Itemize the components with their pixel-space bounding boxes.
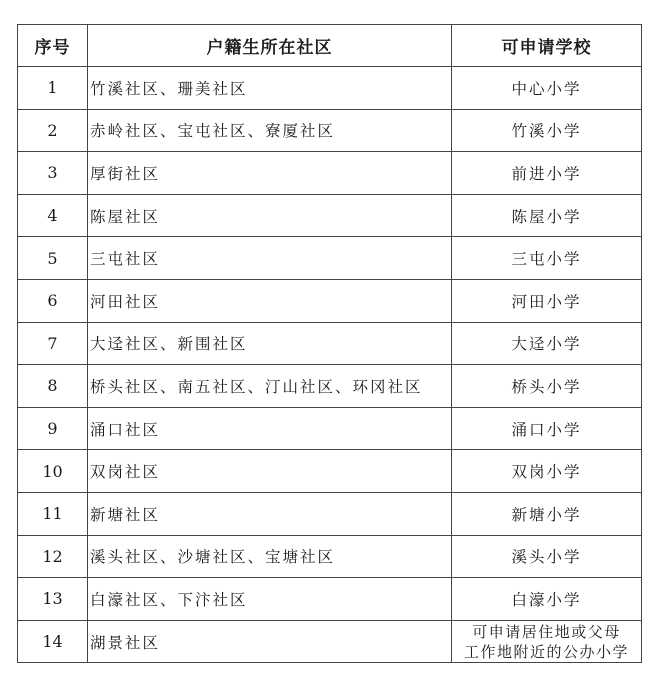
row-school: 桥头小学 [452,365,642,408]
table-row [18,109,642,152]
row-community: 厚街社区 [88,152,452,195]
table-row [18,67,642,110]
table-row [18,322,642,365]
row-index: 13 [18,578,88,621]
row-community: 大迳社区、新围社区 [88,322,452,365]
row-school-line1: 可申请居住地或父母 [472,622,621,641]
table-row [18,365,642,408]
table-row [18,279,642,322]
row-community: 涌口社区 [88,407,452,450]
table-row [18,578,642,621]
row-community: 三屯社区 [88,237,452,280]
row-school: 新塘小学 [452,492,642,535]
row-index: 10 [18,450,88,493]
table-row [18,194,642,237]
row-school: 大迳小学 [452,322,642,365]
header-school: 可申请学校 [452,25,642,67]
row-index: 9 [18,407,88,450]
row-school: 三屯小学 [452,237,642,280]
row-community: 陈屋社区 [88,194,452,237]
row-school: 陈屋小学 [452,194,642,237]
row-community: 河田社区 [88,279,452,322]
row-index: 3 [18,152,88,195]
row-community: 赤岭社区、宝屯社区、寮厦社区 [88,109,452,152]
table-row [18,492,642,535]
table-row [18,152,642,195]
row-community: 湖景社区 [88,620,452,663]
row-school: 前进小学 [452,152,642,195]
row-index: 11 [18,492,88,535]
row-community: 桥头社区、南五社区、汀山社区、环冈社区 [88,365,452,408]
table-row [18,535,642,578]
row-community: 白濠社区、下汴社区 [88,578,452,621]
row-school: 双岗小学 [452,450,642,493]
row-community: 新塘社区 [88,492,452,535]
school-allocation-table [17,24,642,663]
row-school: 溪头小学 [452,535,642,578]
table-row [18,620,642,663]
row-school: 河田小学 [452,279,642,322]
table-row [18,237,642,280]
header-community: 户籍生所在社区 [88,25,452,67]
row-index: 5 [18,237,88,280]
row-index: 14 [18,620,88,663]
row-index: 7 [18,322,88,365]
school-allocation-table-container [17,24,641,663]
table-row [18,450,642,493]
row-school: 涌口小学 [452,407,642,450]
row-school [452,620,642,663]
row-index: 4 [18,194,88,237]
table-row [18,407,642,450]
row-school: 白濠小学 [452,578,642,621]
row-index: 12 [18,535,88,578]
row-school-line2: 工作地附近的公办小学 [463,642,629,661]
row-school: 中心小学 [452,67,642,110]
row-index: 2 [18,109,88,152]
row-community: 竹溪社区、珊美社区 [88,67,452,110]
row-index: 1 [18,67,88,110]
row-school: 竹溪小学 [452,109,642,152]
header-index: 序号 [18,25,88,67]
row-index: 6 [18,279,88,322]
row-community: 双岗社区 [88,450,452,493]
table-header-row [18,25,642,67]
row-index: 8 [18,365,88,408]
row-community: 溪头社区、沙塘社区、宝塘社区 [88,535,452,578]
